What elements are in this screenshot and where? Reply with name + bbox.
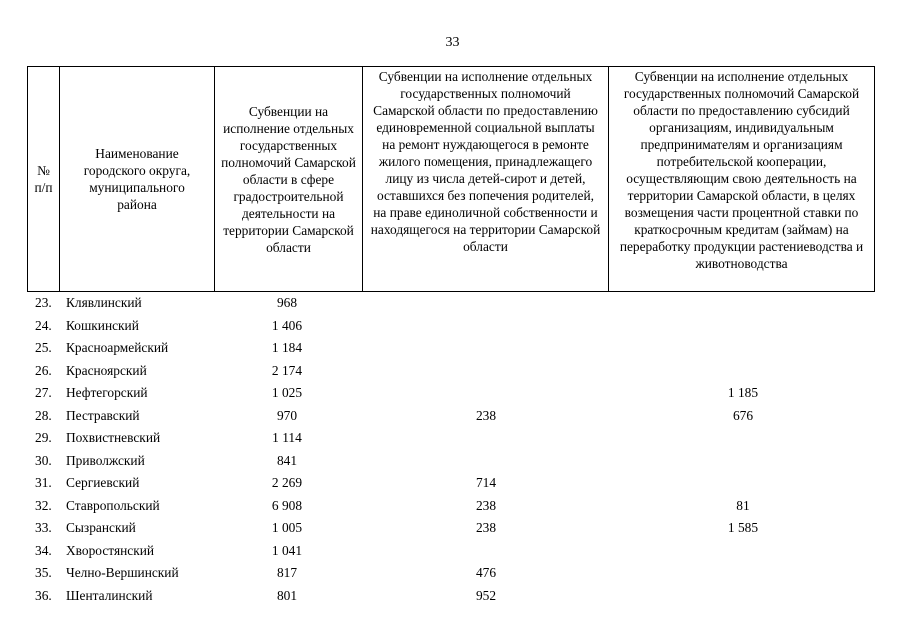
row-value-col1: 2 174	[271, 362, 303, 378]
row-value-col3: 1 185	[727, 385, 759, 400]
table-row	[27, 337, 875, 360]
row-value-col1: 1 406	[271, 317, 303, 333]
table-row	[27, 517, 875, 540]
row-value-col1: 817	[276, 565, 298, 580]
row-value-col1: 6 908	[271, 497, 303, 513]
table-header	[27, 66, 875, 292]
row-name: Сергиевский	[66, 475, 140, 490]
row-name: Хворостянский	[66, 542, 155, 558]
row-name: Нефтегорский	[66, 385, 148, 400]
table-row	[27, 382, 875, 405]
row-name: Приволжский	[66, 452, 145, 468]
row-value-col2: 952	[475, 587, 497, 603]
row-value-col2: 238	[475, 497, 497, 513]
row-value-col2: 476	[475, 565, 497, 580]
row-name: Похвистневский	[66, 430, 161, 445]
table-row	[27, 472, 875, 495]
row-name: Шенталинский	[66, 587, 153, 603]
row-name: Кошкинский	[66, 317, 139, 333]
table-row	[27, 427, 875, 450]
row-number: 29.	[35, 430, 52, 445]
row-name: Челно-Вершинский	[66, 565, 179, 580]
table-row	[27, 450, 875, 473]
row-number: 28.	[35, 407, 52, 423]
row-number: 36.	[35, 587, 52, 603]
row-value-col1: 1 114	[272, 430, 302, 445]
table-row	[27, 315, 875, 338]
row-value-col3: 81	[736, 497, 750, 513]
header-col3: Субвенции на исполнение отдельных государственных полномочий Самарской области по предоставлению субсидий организациям, индивидуальным предпринимателям и организациям потребительской кооперации, осуществляющим свою деятельность на территории Самарской области, в целях возмещения части процентной ставки по краткосрочным кредитам (займам) на переработку продукции растениеводства и животноводства	[608, 67, 874, 291]
row-number: 24.	[35, 317, 52, 333]
row-number: 35.	[35, 565, 52, 580]
row-value-col2: 238	[475, 520, 497, 535]
row-value-col2: 714	[475, 475, 497, 490]
row-value-col3: 676	[732, 407, 754, 423]
row-value-col1: 1 184	[271, 340, 303, 355]
table-row	[27, 540, 875, 563]
row-number: 32.	[35, 497, 52, 513]
header-col2: Субвенции на исполнение отдельных государственных полномочий Самарской области по предоставлению единовременной социальной выплаты на ремонт нуждающегося в ремонте жилого помещения, принадлежащего лицу из числа детей-сирот и детей, оставшихся без попечения родителей, на праве единоличной собственности и находящегося на территории Самарской области	[362, 67, 608, 291]
table-row	[27, 405, 875, 428]
page-number: 33	[445, 35, 460, 50]
header-col1: Субвенции на исполнение отдельных государственных полномочий Самарской области в сфере градостроительной деятельности на территории Самарской области	[214, 67, 362, 291]
row-number: 30.	[35, 452, 52, 468]
table-row	[27, 495, 875, 518]
row-number: 34.	[35, 542, 52, 558]
row-name: Красноармейский	[66, 340, 169, 355]
row-number: 33.	[35, 520, 52, 535]
row-value-col1: 2 269	[271, 475, 303, 490]
table-row	[27, 292, 875, 315]
row-value-col2: 238	[475, 407, 497, 423]
row-number: 23.	[35, 295, 52, 310]
row-value-col1: 1 041	[271, 542, 303, 558]
table-row	[27, 585, 875, 608]
row-value-col1: 1 005	[271, 520, 303, 535]
row-value-col1: 841	[276, 452, 298, 468]
row-name: Красноярский	[66, 362, 147, 378]
row-value-col3: 1 585	[727, 520, 759, 535]
row-name: Ставропольский	[66, 497, 160, 513]
table-body	[27, 292, 875, 607]
row-number: 31.	[35, 475, 52, 490]
row-number: 26.	[35, 362, 52, 378]
row-name: Пестравский	[66, 407, 140, 423]
table-row	[27, 360, 875, 383]
row-value-col1: 968	[276, 295, 298, 310]
table-row	[27, 562, 875, 585]
header-num: № п/п	[34, 163, 53, 195]
header-name: Наименование городского округа, муниципального района	[59, 67, 214, 291]
row-value-col1: 801	[276, 587, 298, 603]
row-number: 27.	[35, 385, 52, 400]
row-name: Сызранский	[66, 520, 136, 535]
row-name: Клявлинский	[66, 295, 142, 310]
row-value-col1: 1 025	[271, 385, 303, 400]
row-value-col1: 970	[276, 407, 298, 423]
row-number: 25.	[35, 340, 52, 355]
